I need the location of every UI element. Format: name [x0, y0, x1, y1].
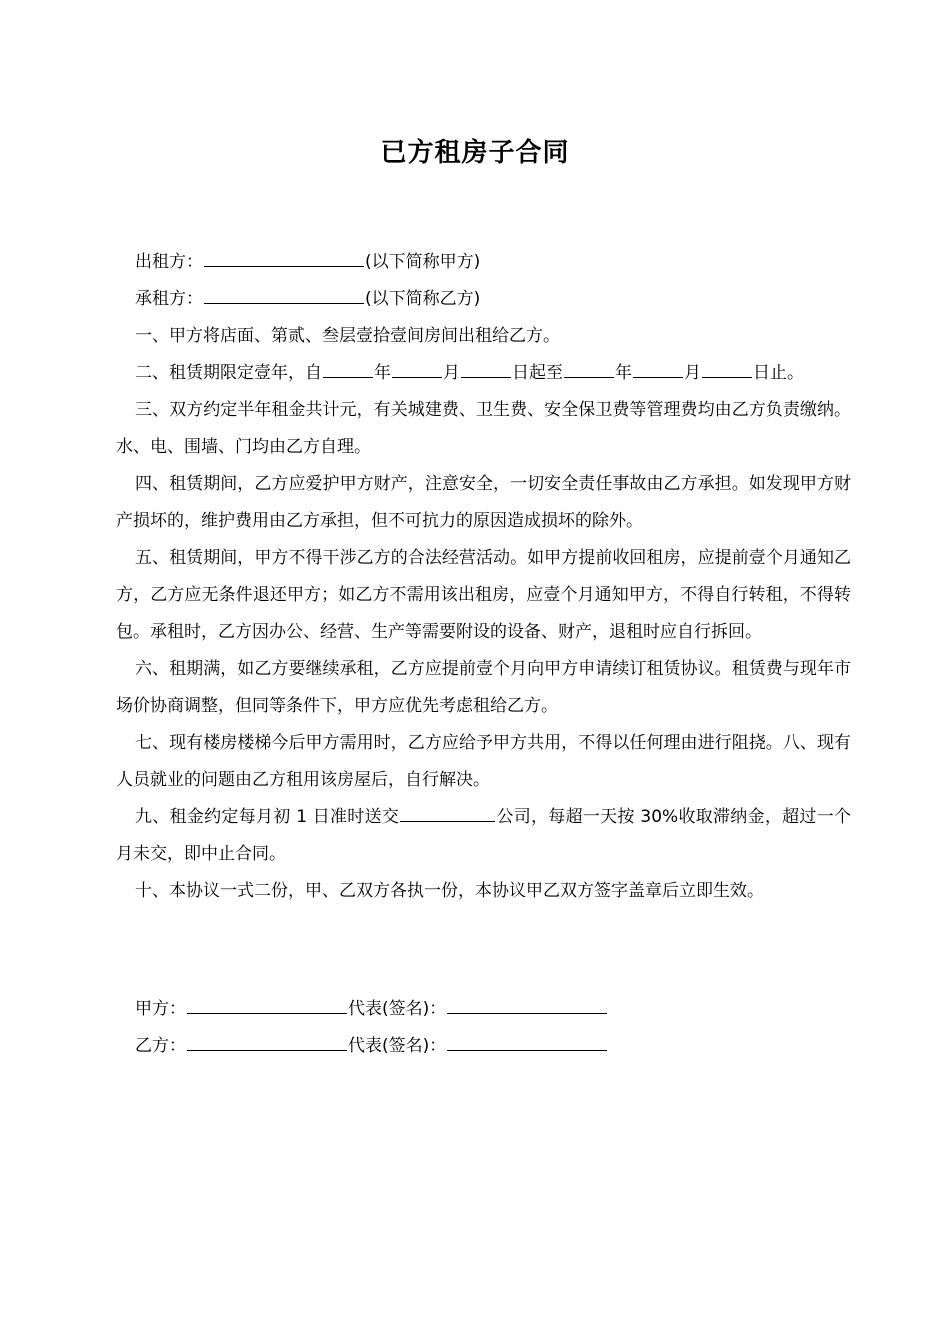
end-day-blank[interactable] [702, 358, 752, 378]
document-title: 已方租房子合同 [380, 138, 570, 168]
clause-2-part-2: 年 [374, 363, 391, 383]
lessee-suffix: (以下简称乙方) [365, 289, 481, 309]
clause-9-part-1: 九、租金约定每月初 1 日准时送交 [135, 807, 400, 827]
lessor-label: 出租方： [135, 252, 203, 272]
clause-2-part-6: 月 [684, 363, 701, 383]
clause-9 [116, 799, 851, 873]
clause-2-part-3: 月 [443, 363, 460, 383]
start-month-blank[interactable] [392, 358, 442, 378]
lessee-blank[interactable] [204, 284, 364, 304]
end-month-blank[interactable] [633, 358, 683, 378]
lessor-suffix: (以下简称甲方) [365, 252, 481, 272]
clause-2-part-4: 日起至 [512, 363, 563, 383]
clause-5: 五、租赁期间，甲方不得干涉乙方的合法经营活动。如甲方提前收回租房，应提前壹个月通知乙方，乙方应无条件退还甲方；如乙方不需用该出租房，应壹个月通知甲方，不得自行转租，不得转包。承租时，乙方因办公、经营、生产等需要附设的设备、财产，退租时应自行拆回。 [116, 548, 851, 642]
start-day-blank[interactable] [461, 358, 511, 378]
lessee-line [116, 281, 851, 318]
signature-block [116, 991, 816, 1065]
party-a-rep-label: 代表(签名)： [348, 999, 447, 1019]
clause-2-part-5: 年 [615, 363, 632, 383]
clause-3: 三、双方约定半年租金共计元，有关城建费、卫生费、安全保卫费等管理费均由乙方负责缴纳。水、电、围墙、门均由乙方自理。 [116, 400, 851, 457]
clause-2-part-7: 日止。 [753, 363, 804, 383]
clause-9-part-2: 公司，每超一天按 30%收取滞纳金，超过一个月未交，即中止合同。 [116, 807, 851, 864]
start-year-blank[interactable] [323, 358, 373, 378]
party-b-rep-label: 代表(签名)： [348, 1036, 447, 1056]
party-a-signature-line [116, 991, 816, 1028]
party-b-label: 乙方： [135, 1036, 186, 1056]
company-blank[interactable] [400, 802, 495, 822]
end-year-blank[interactable] [564, 358, 614, 378]
party-b-rep-blank[interactable] [447, 1031, 607, 1051]
clause-4: 四、租赁期间，乙方应爱护甲方财产，注意安全，一切安全责任事故由乙方承担。如发现甲方财产损坏的，维护费用由乙方承担，但不可抗力的原因造成损坏的除外。 [116, 474, 851, 531]
clause-2-part-1: 二、租赁期限定壹年，自 [135, 363, 322, 383]
party-b-blank[interactable] [187, 1031, 347, 1051]
party-a-rep-blank[interactable] [447, 994, 607, 1014]
clause-6: 六、租期满，如乙方要继续承租，乙方应提前壹个月向甲方申请续订租赁协议。租赁费与现年市场价协商调整，但同等条件下，甲方应优先考虑租给乙方。 [116, 659, 851, 716]
lessee-label: 承租方： [135, 289, 203, 309]
clause-7-8: 七、现有楼房楼梯今后甲方需用时，乙方应给予甲方共用，不得以任何理由进行阻挠。八、现有人员就业的问题由乙方租用该房屋后，自行解决。 [116, 733, 851, 790]
party-b-signature-line [116, 1028, 816, 1065]
contract-body [116, 244, 851, 910]
party-a-blank[interactable] [187, 994, 347, 1014]
clause-1: 一、甲方将店面、第贰、叁层壹拾壹间房间出租给乙方。 [135, 326, 560, 346]
party-a-label: 甲方： [135, 999, 186, 1019]
lessor-line [116, 244, 851, 281]
lessor-blank[interactable] [204, 247, 364, 267]
clause-2 [116, 355, 851, 392]
clause-10: 十、本协议一式二份，甲、乙双方各执一份，本协议甲乙双方签字盖章后立即生效。 [135, 881, 764, 901]
